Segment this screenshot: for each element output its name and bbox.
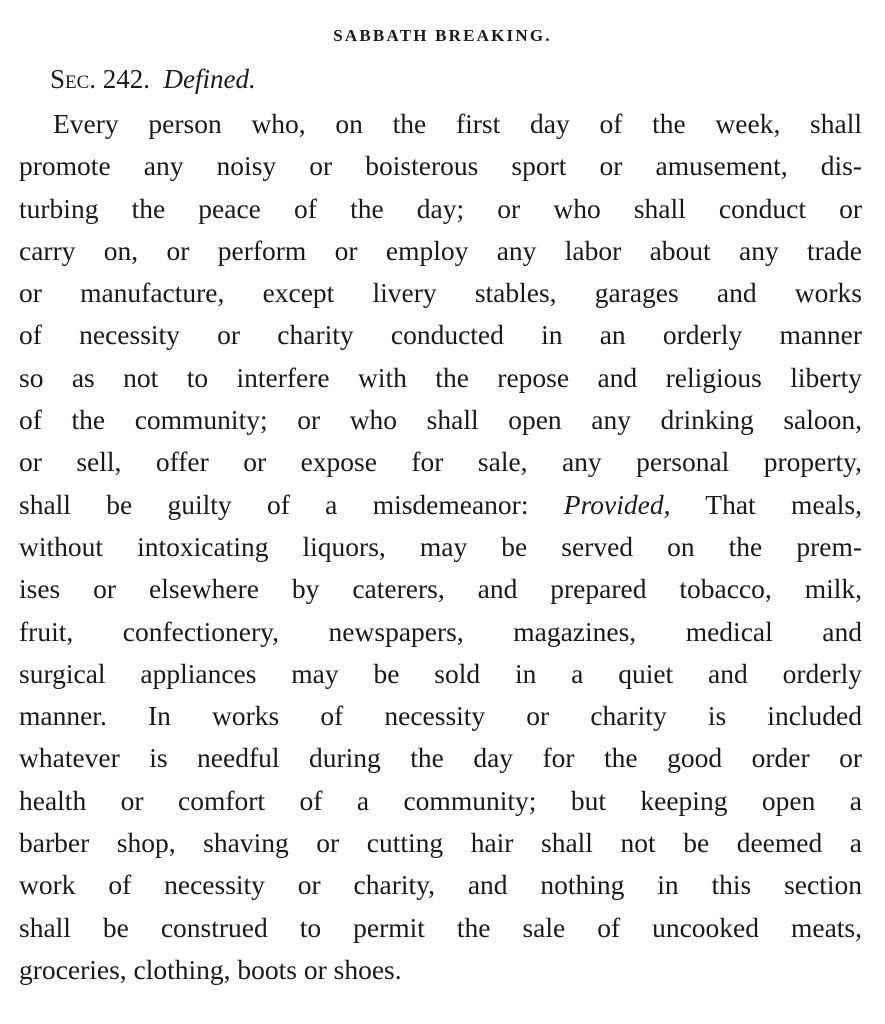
body-line: surgical appliances may be sold in a quiet and orderly: [19, 657, 862, 689]
body-line: without intoxicating liquors, may be served on the prem-: [19, 530, 862, 562]
body-line: barber shop, shaving or cutting hair shall not be deemed a: [19, 827, 862, 859]
proviso-trail-text: That meals,: [705, 488, 862, 520]
body-line: ises or elsewhere by caterers, and prepared tobacco, milk,: [19, 573, 862, 605]
body-line: health or comfort of a community; but keeping open a: [19, 784, 862, 816]
body-line: fruit, confectionery, newspapers, magazines, medical and: [19, 615, 862, 647]
section-title: Defined.: [163, 64, 256, 94]
body-line: promote any noisy or boisterous sport or amusement, dis-: [19, 150, 862, 182]
body-line: or manufacture, except livery stables, garages and works: [19, 277, 862, 309]
body-line: of the community; or who shall open any drinking saloon,: [19, 404, 862, 436]
body-line: whatever is needful during the day for the good order or: [19, 742, 862, 774]
body-line: so as not to interfere with the repose and religious liberty: [19, 361, 862, 393]
body-line: shall be construed to permit the sale of uncooked meats,: [19, 911, 862, 943]
section-number: Sec. 242.: [50, 64, 151, 94]
proviso-keyword: Provided,: [563, 488, 671, 520]
section-heading: [50, 64, 256, 95]
body-line: work of necessity or charity, and nothing in this section: [19, 869, 862, 901]
body-line: manner. In works of necessity or charity is included: [19, 700, 862, 732]
body-line: groceries, clothing, boots or shoes.: [19, 953, 402, 985]
body-line: Every person who, on the first day of the week, shall: [53, 108, 862, 139]
body-line: of necessity or charity conducted in an orderly manner: [19, 319, 862, 351]
running-head: SABBATH BREAKING.: [333, 26, 552, 45]
section-body: [19, 103, 862, 991]
body-line-proviso: [19, 484, 862, 526]
body-line: turbing the peace of the day; or who shall conduct or: [19, 192, 862, 224]
body-line: carry on, or perform or employ any labor about any trade: [19, 234, 862, 266]
proviso-lead-text: shall be guilty of a misdemeanor:: [19, 488, 529, 520]
body-line: or sell, offer or expose for sale, any personal property,: [19, 446, 862, 478]
